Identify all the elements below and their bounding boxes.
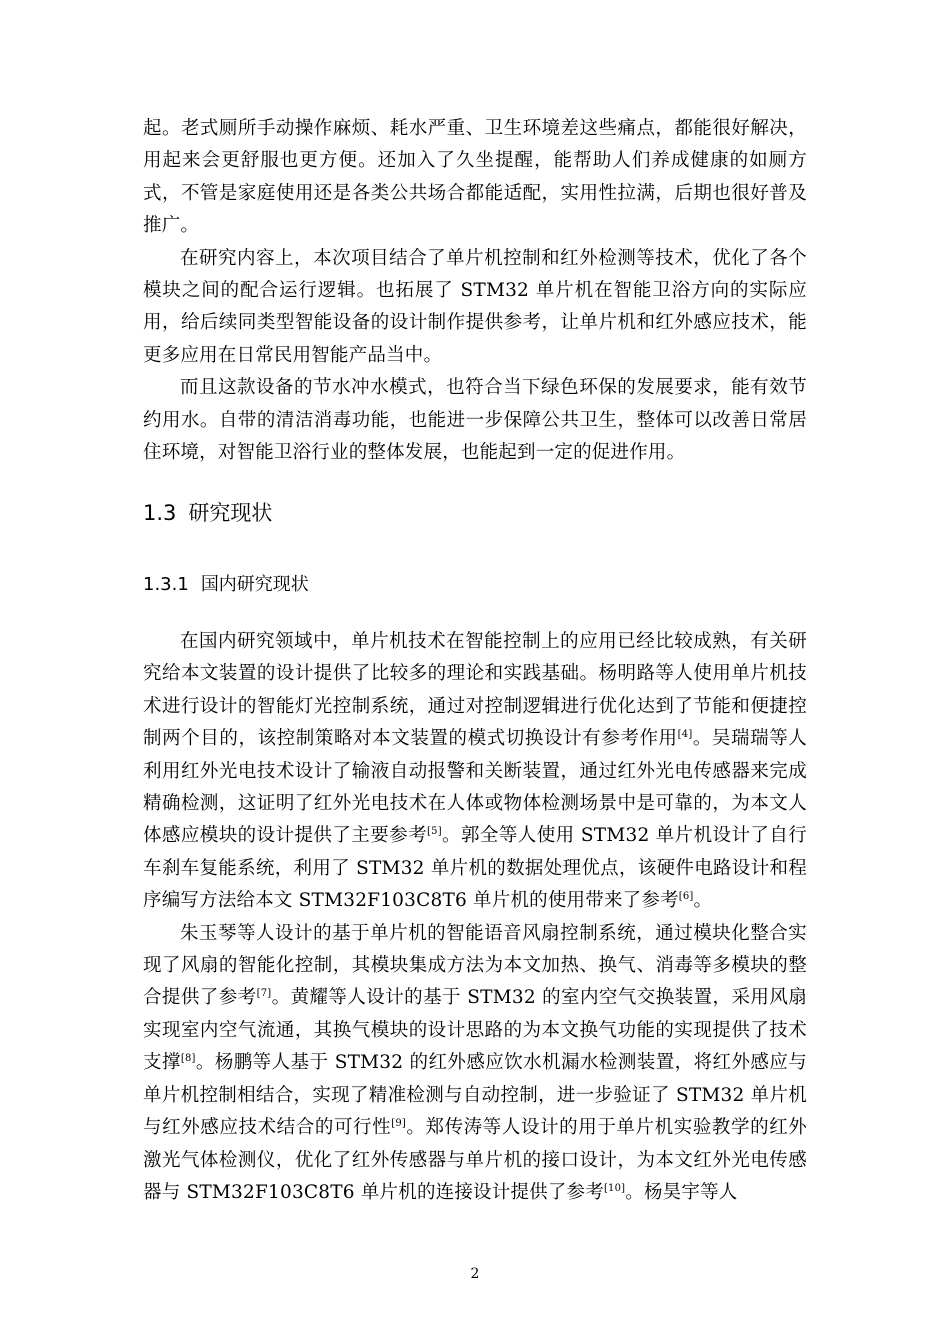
heading-1-3-1: [143, 570, 309, 596]
citation-ref: [6]: [678, 891, 694, 903]
paragraph-research-content: 在研究内容上，本次项目结合了单片机控制和红外检测等技术，优化了各个模块之间的配合运行逻辑。也拓展了 STM32 单片机在智能卫浴方向的实际应用，给后续同类型智能设备的设计制作提供参考，让单片机和红外感应技术，能更多应用在日常民用智能产品当中。: [143, 247, 807, 366]
domestic-research-body: [143, 626, 807, 1209]
text-run: 。: [693, 890, 713, 912]
heading-title: 研究现状: [188, 501, 273, 525]
subheading-title: 国内研究现状: [200, 574, 309, 595]
subheading-number: 1.3.1: [143, 574, 189, 595]
paragraph-domestic-2: [143, 918, 807, 1210]
citation-ref: [10]: [603, 1182, 626, 1194]
text-run: 。杨昊宇等人: [625, 1181, 738, 1203]
page-number: 2: [470, 1266, 480, 1282]
citation-ref: [8]: [180, 1053, 196, 1065]
citation-ref: [9]: [391, 1117, 406, 1129]
text-run: 。郑传涛等人设计的用于单片机实验教学的红外激光气体检测仪，优化了红外传感器与单片机的接口设计，为本文红外光电传感器与 STM32F103C8T6 单片机的连接设计提供了参考: [143, 1117, 807, 1203]
text-run: 。郭全等人使用 STM32 单片机设计了自行车刹车复能系统，利用了 STM32 单片机的数据处理优点，该硬件电路设计和程序编写方法给本文 STM32F103C8T6 单片机的使用带来了参考: [143, 825, 807, 912]
heading-number: 1.3: [143, 501, 177, 525]
citation-ref: [5]: [427, 826, 442, 838]
text-run: 在国内研究领域中，单片机技术在智能控制上的应用已经比较成熟，有关研究给本文装置的设计提供了比较多的理论和实践基础。杨明路等人使用单片机技术进行设计的智能灯光控制系统，通过对控制逻辑进行优化达到了节能和便捷控制两个目的，该控制策略对本文装置的模式切换设计有参考作用: [143, 631, 807, 750]
section-intro-paragraphs: [143, 113, 807, 469]
text-run: 。杨鹏等人基于 STM32 的红外感应饮水机漏水检测装置，将红外感应与单片机控制相结合，实现了精准检测与自动控制，进一步验证了 STM32 单片机与红外感应技术结合的可行性: [143, 1052, 807, 1139]
heading-1-3: [143, 497, 272, 527]
paragraph-water-saving: 而且这款设备的节水冲水模式，也符合当下绿色环保的发展要求，能有效节约用水。自带的清洁消毒功能，也能进一步保障公共卫生，整体可以改善日常居住环境，对智能卫浴行业的整体发展，也能起到一定的促进作用。: [143, 377, 807, 464]
text-run: 朱玉琴等人设计的基于单片机的智能语音风扇控制系统，通过模块化整合实现了风扇的智能化控制，其模块集成方法为本文加热、换气、消毒等多模块的整合提供了参考: [143, 922, 807, 1009]
citation-ref: [4]: [677, 729, 693, 741]
citation-ref: [7]: [256, 988, 272, 1000]
text-run: 。吴瑞瑞等人利用红外光电技术设计了输液自动报警和关断装置，通过红外光电传感器来完成精确检测，这证明了红外光电技术在人体或物体检测场景中是可靠的，为本文人体感应模块的设计提供了主要参考: [143, 728, 807, 847]
paragraph-continuation: 起。老式厕所手动操作麻烦、耗水严重、卫生环境差这些痛点，都能很好解决，用起来会更舒服也更方便。还加入了久坐提醒，能帮助人们养成健康的如厕方式，不管是家庭使用还是各类公共场合都能适配，实用性拉满，后期也很好普及推广。: [143, 118, 807, 237]
text-run: 。黄耀等人设计的基于 STM32 的室内空气交换装置，采用风扇实现室内空气流通，其换气模块的设计思路的为本文换气功能的实现提供了技术支撑: [143, 987, 807, 1074]
paragraph-domestic-1: [143, 626, 807, 918]
